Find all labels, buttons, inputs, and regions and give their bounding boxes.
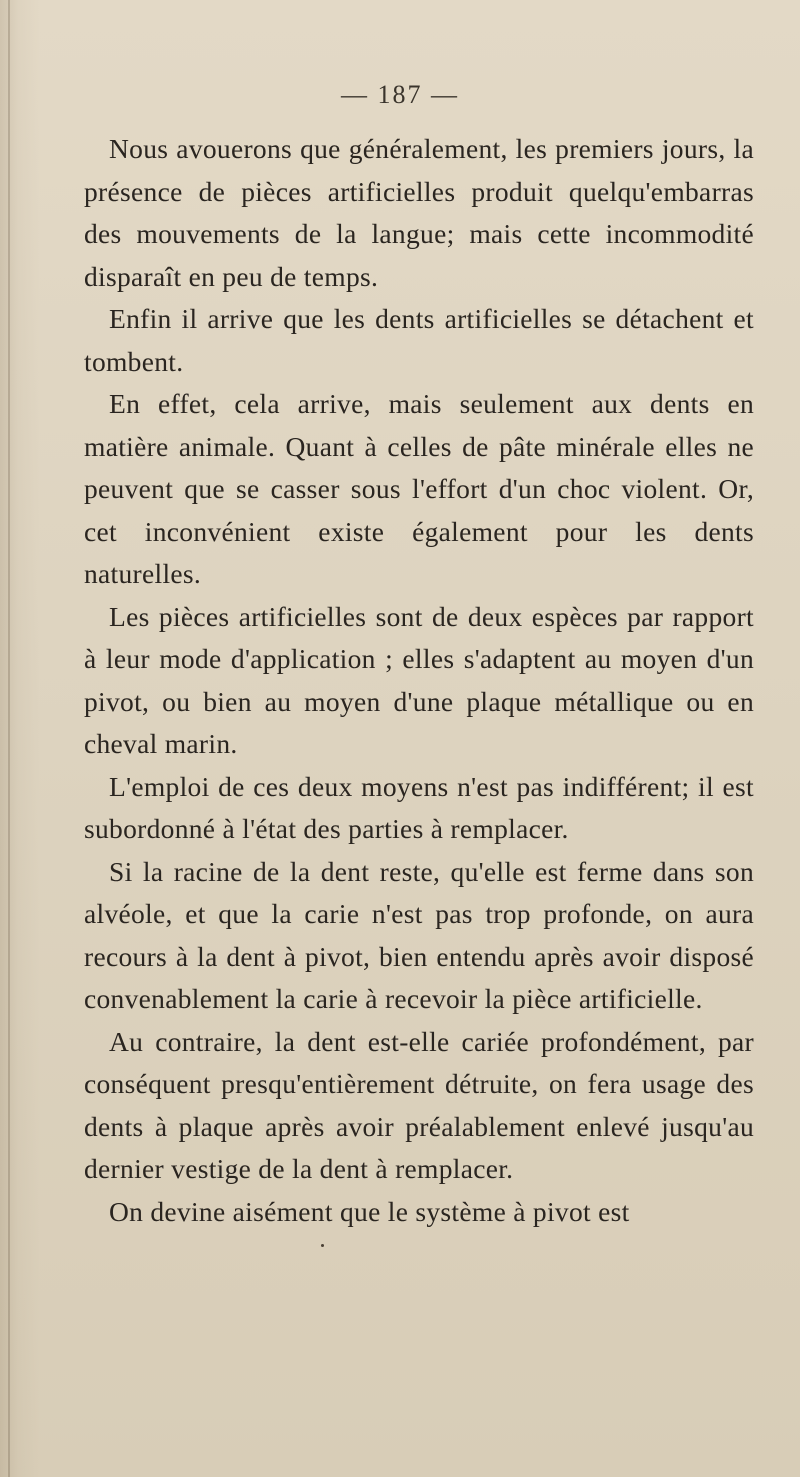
print-speck (321, 1244, 324, 1247)
paragraph-4: Les pièces artificielles sont de deux espèces par rapport à leur mode d'application ; elles s'adaptent au moyen d'un pivot, ou bien au moyen d'une plaque métallique ou en cheval marin. (84, 600, 754, 759)
paragraph-6: Si la racine de la dent reste, qu'elle est ferme dans son alvéole, et que la carie n'est pas trop profonde, on aura recours à la dent à pivot, bien entendu après avoir disposé convenablement la carie à recevoir la pièce artificielle. (84, 855, 754, 1014)
page-number: — 187 — (341, 80, 459, 109)
paragraph-7: Au contraire, la dent est-elle cariée profondément, par conséquent presqu'entièrement détruite, on fera usage des dents à plaque après avoir préalablement enlevé jusqu'au dernier vestige de la dent à remplacer. (84, 1025, 754, 1184)
paragraph-8: On devine aisément que le système à pivot est (109, 1195, 630, 1227)
body-text (84, 128, 754, 1233)
binding-gutter (8, 0, 10, 1477)
paragraph-3: En effet, cela arrive, mais seulement aux dents en matière animale. Quant à celles de pâte minérale elles ne peuvent que se casser sous l'effort d'un choc violent. Or, cet inconvénient existe également pour les dents naturelles. (84, 388, 754, 589)
paragraph-5: L'emploi de ces deux moyens n'est pas indifférent; il est subordonné à l'état des parties à remplacer. (84, 770, 754, 844)
paragraph-2: Enfin il arrive que les dents artificielles se détachent et tombent. (84, 303, 754, 377)
paragraph-1: Nous avouerons que généralement, les premiers jours, la présence de pièces artificielles produit quelqu'embarras des mouvements de la langue; mais cette incommodité disparaît en peu de temps. (84, 133, 754, 292)
